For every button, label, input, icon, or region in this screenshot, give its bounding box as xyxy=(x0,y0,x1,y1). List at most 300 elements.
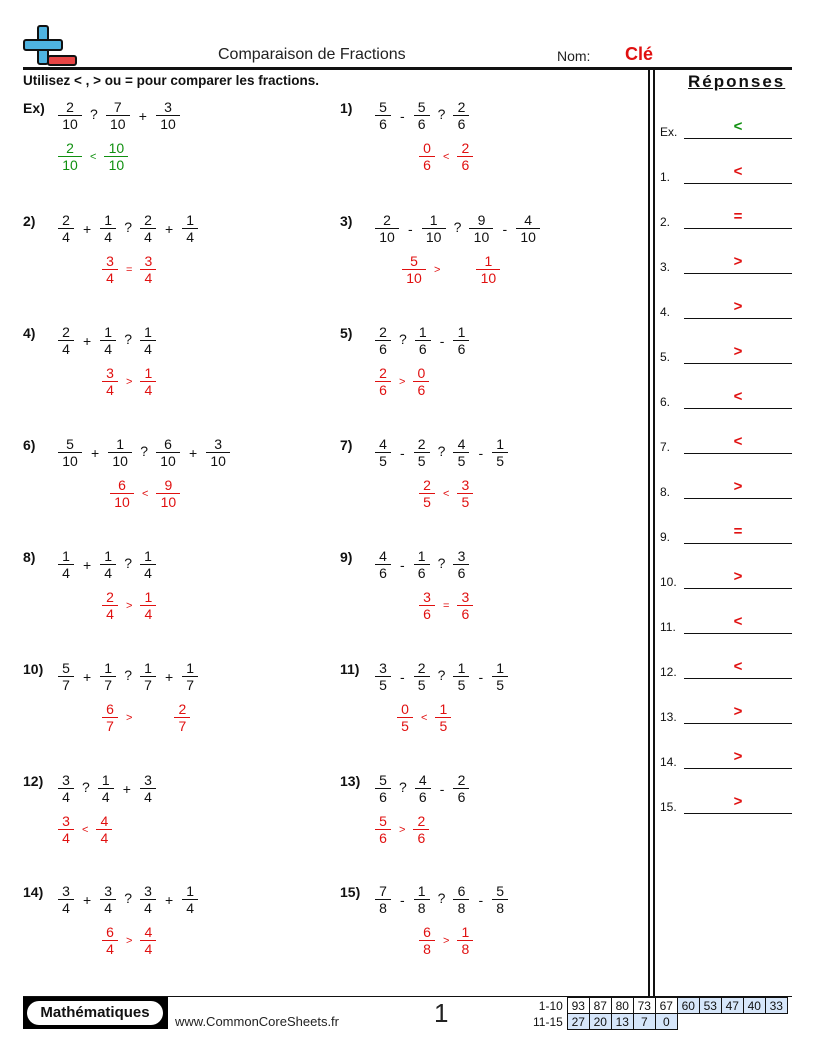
operator: - xyxy=(400,556,405,573)
answer-blank-line xyxy=(684,633,792,634)
numerator: 2 xyxy=(62,324,70,340)
denominator: 4 xyxy=(144,565,152,581)
comparison-symbol: > xyxy=(434,263,441,276)
score-cell: 20 xyxy=(589,1014,611,1030)
denominator: 4 xyxy=(144,789,152,805)
problem-4 xyxy=(23,325,323,405)
answer-blank-line xyxy=(684,273,792,274)
answer-blank-line xyxy=(684,768,792,769)
fraction xyxy=(138,253,158,286)
question-mark: ? xyxy=(399,330,407,347)
question-mark: ? xyxy=(124,889,132,906)
denominator: 4 xyxy=(104,341,113,357)
score-cell: 47 xyxy=(721,998,743,1014)
operator: - xyxy=(408,220,413,237)
numerator: 5 xyxy=(410,253,418,269)
numerator: 3 xyxy=(106,365,114,381)
denominator: 10 xyxy=(114,494,130,510)
operator: + xyxy=(164,668,174,685)
comparison-symbol: < xyxy=(421,711,428,724)
question-mark: ? xyxy=(453,218,462,235)
fraction xyxy=(451,324,471,357)
numerator: 2 xyxy=(144,212,152,228)
denominator: 8 xyxy=(423,941,431,957)
name-label: Nom: xyxy=(557,48,591,64)
numerator: 2 xyxy=(417,813,426,829)
fraction xyxy=(417,589,437,622)
fraction xyxy=(373,660,393,693)
fraction xyxy=(451,772,471,805)
answer-blank-line xyxy=(684,138,792,139)
answer-number: 8. xyxy=(660,485,671,499)
denominator: 6 xyxy=(418,341,427,357)
answer-blank-line xyxy=(684,723,792,724)
fraction xyxy=(106,436,134,469)
empty-cell xyxy=(721,1014,743,1030)
answer-number: 5. xyxy=(660,350,671,364)
denominator: 10 xyxy=(160,494,177,510)
site-url: www.CommonCoreSheets.fr xyxy=(175,1014,339,1029)
numerator: 5 xyxy=(379,99,387,115)
fraction xyxy=(138,924,158,957)
fraction xyxy=(417,140,437,173)
answer-value: < xyxy=(733,163,743,180)
answer-row xyxy=(660,569,792,589)
answer-row xyxy=(660,704,792,724)
solution xyxy=(100,701,192,734)
denominator: 4 xyxy=(62,229,70,245)
problem-2 xyxy=(23,213,323,293)
fraction xyxy=(104,99,132,132)
operator: - xyxy=(478,668,484,685)
score-table xyxy=(530,997,788,1030)
fraction xyxy=(172,701,192,734)
answer-row xyxy=(660,389,792,409)
problem-number: 3) xyxy=(340,213,353,229)
comparison-symbol: = xyxy=(126,263,133,276)
numerator: 3 xyxy=(423,589,431,605)
question-mark: ? xyxy=(437,105,446,122)
denominator: 6 xyxy=(379,830,387,846)
numerator: 1 xyxy=(186,212,195,228)
denominator: 6 xyxy=(379,789,387,805)
numerator: 2 xyxy=(461,140,470,156)
numerator: 9 xyxy=(164,477,173,493)
fraction xyxy=(204,436,232,469)
fraction xyxy=(412,660,432,693)
denominator: 4 xyxy=(104,229,113,245)
answer-value: > xyxy=(733,343,743,360)
fraction xyxy=(100,365,120,398)
answer-number: 6. xyxy=(660,395,671,409)
numerator: 0 xyxy=(423,140,431,156)
fraction xyxy=(412,436,432,469)
numerator: 1 xyxy=(186,660,195,676)
question-mark: ? xyxy=(399,778,407,795)
fraction xyxy=(154,436,182,469)
problem-expression xyxy=(373,660,510,693)
problem-expression xyxy=(373,212,542,245)
fraction xyxy=(138,212,158,245)
answer-number: 1. xyxy=(660,170,671,184)
answer-blank-line xyxy=(684,183,792,184)
operator: + xyxy=(83,220,92,237)
solution xyxy=(100,924,158,957)
fraction xyxy=(138,589,158,622)
problem-expression xyxy=(373,883,510,916)
denominator: 7 xyxy=(144,677,152,693)
page-number: 1 xyxy=(434,998,449,1028)
answer-value: < xyxy=(733,613,743,630)
answer-number: 9. xyxy=(660,530,671,544)
comparison-symbol: > xyxy=(399,823,406,836)
numerator: 1 xyxy=(457,660,466,676)
question-mark: ? xyxy=(140,442,148,459)
operator: + xyxy=(83,332,92,349)
score-range-label: 11-15 xyxy=(533,1014,563,1029)
numerator: 2 xyxy=(457,99,466,115)
fraction xyxy=(373,365,393,398)
fraction xyxy=(98,324,118,357)
operator: - xyxy=(400,668,405,685)
denominator: 10 xyxy=(379,229,395,245)
question-mark: ? xyxy=(124,554,132,571)
score-cell: 87 xyxy=(589,998,611,1014)
denominator: 10 xyxy=(112,453,128,469)
problem-1 xyxy=(340,100,640,180)
answer-blank-line xyxy=(684,363,792,364)
operator: - xyxy=(502,220,508,237)
denominator: 7 xyxy=(62,677,70,693)
fraction xyxy=(56,548,76,581)
question-mark: ? xyxy=(82,778,90,795)
answer-row xyxy=(660,794,792,814)
solution xyxy=(417,477,475,510)
answer-value: = xyxy=(733,208,743,225)
answer-row xyxy=(660,209,792,229)
fraction xyxy=(180,660,200,693)
score-cell: 73 xyxy=(633,998,655,1014)
numerator: 1 xyxy=(116,436,125,452)
fraction xyxy=(56,324,76,357)
denominator: 4 xyxy=(62,830,70,846)
empty-cell xyxy=(743,1014,765,1030)
score-cell: 60 xyxy=(677,998,699,1014)
numerator: 7 xyxy=(379,883,387,899)
empty-cell xyxy=(765,1014,787,1030)
solution xyxy=(100,365,158,398)
denominator: 6 xyxy=(417,382,426,398)
score-cell: 67 xyxy=(655,998,677,1014)
header-rule xyxy=(23,67,792,70)
score-cell: 0 xyxy=(655,1014,677,1030)
fraction xyxy=(413,324,433,357)
operator: - xyxy=(400,444,405,461)
denominator: 6 xyxy=(457,116,466,132)
denominator: 5 xyxy=(417,677,426,693)
numerator: 3 xyxy=(164,99,172,115)
fraction xyxy=(373,813,393,846)
numerator: 3 xyxy=(461,589,470,605)
denominator: 10 xyxy=(480,270,497,286)
answer-row xyxy=(660,434,792,454)
fraction xyxy=(455,924,475,957)
answer-row xyxy=(660,299,792,319)
denominator: 4 xyxy=(100,830,109,846)
denominator: 10 xyxy=(473,229,490,245)
denominator: 6 xyxy=(423,606,431,622)
problem-expression xyxy=(56,324,158,357)
fraction xyxy=(490,883,510,916)
problem-6 xyxy=(23,437,323,517)
answer-row xyxy=(660,164,792,184)
denominator: 5 xyxy=(379,453,387,469)
fraction xyxy=(412,548,432,581)
problem-expression xyxy=(56,212,200,245)
numerator: 2 xyxy=(457,772,466,788)
score-cell: 7 xyxy=(633,1014,655,1030)
answer-number: 7. xyxy=(660,440,671,454)
numerator: 1 xyxy=(104,212,113,228)
fraction xyxy=(467,212,495,245)
numerator: 5 xyxy=(379,813,387,829)
score-row xyxy=(530,998,787,1014)
numerator: 1 xyxy=(104,548,113,564)
problem-9 xyxy=(340,549,640,629)
denominator: 10 xyxy=(62,453,78,469)
problem-expression xyxy=(56,436,232,469)
denominator: 4 xyxy=(106,382,114,398)
numerator: 2 xyxy=(423,477,431,493)
fraction xyxy=(138,883,158,916)
numerator: 3 xyxy=(62,883,70,899)
operator: + xyxy=(164,891,174,908)
answer-number: 4. xyxy=(660,305,671,319)
operator: + xyxy=(122,780,131,797)
solution xyxy=(100,589,158,622)
denominator: 5 xyxy=(496,677,505,693)
numerator: 2 xyxy=(379,365,387,381)
fraction xyxy=(100,924,120,957)
fraction xyxy=(455,589,475,622)
operator: - xyxy=(400,107,405,124)
numerator: 3 xyxy=(144,772,152,788)
answer-blank-line xyxy=(684,588,792,589)
operator: + xyxy=(83,891,92,908)
denominator: 4 xyxy=(144,900,152,916)
denominator: 6 xyxy=(379,341,387,357)
fraction xyxy=(373,772,393,805)
comparison-symbol: < xyxy=(82,823,89,836)
answer-blank-line xyxy=(684,498,792,499)
problem-0 xyxy=(23,100,323,180)
answer-value: > xyxy=(733,568,743,585)
denominator: 10 xyxy=(520,229,536,245)
numerator: 2 xyxy=(178,701,187,717)
denominator: 6 xyxy=(417,116,426,132)
answer-number: Ex. xyxy=(660,125,678,139)
problem-number: 10) xyxy=(23,661,44,677)
operator: - xyxy=(478,891,484,908)
problem-15 xyxy=(340,884,640,964)
fraction xyxy=(98,548,118,581)
problem-13 xyxy=(340,773,640,853)
denominator: 4 xyxy=(144,382,153,398)
plus-minus-logo-icon xyxy=(23,25,79,69)
denominator: 8 xyxy=(461,941,470,957)
denominator: 4 xyxy=(62,341,70,357)
denominator: 5 xyxy=(457,453,466,469)
problem-expression xyxy=(373,548,471,581)
score-range-label: 1-10 xyxy=(538,998,563,1013)
fraction xyxy=(100,253,120,286)
solution xyxy=(56,813,114,846)
instructions: Utilisez < , > ou = pour comparer les fractions. xyxy=(23,73,319,88)
fraction xyxy=(514,212,542,245)
answer-blank-line xyxy=(684,813,792,814)
answer-number: 2. xyxy=(660,215,671,229)
denominator: 6 xyxy=(461,606,470,622)
solution xyxy=(373,365,431,398)
problem-number: 4) xyxy=(23,325,36,341)
numerator: 4 xyxy=(524,212,533,228)
numerator: 4 xyxy=(100,813,109,829)
fraction xyxy=(56,212,76,245)
numerator: 4 xyxy=(457,436,466,452)
comparison-symbol: < xyxy=(443,150,450,163)
numerator: 1 xyxy=(417,548,426,564)
numerator: 5 xyxy=(66,436,74,452)
fraction xyxy=(373,99,393,132)
answer-number: 3. xyxy=(660,260,671,274)
numerator: 1 xyxy=(62,548,70,564)
numerator: 1 xyxy=(457,324,466,340)
score-cell: 13 xyxy=(611,1014,633,1030)
numerator: 1 xyxy=(104,660,113,676)
denominator: 4 xyxy=(104,900,113,916)
fraction xyxy=(412,99,432,132)
fraction xyxy=(451,883,471,916)
numerator: 1 xyxy=(484,253,493,269)
numerator: 6 xyxy=(106,701,114,717)
score-cell: 33 xyxy=(765,998,787,1014)
numerator: 6 xyxy=(423,924,431,940)
score-cell: 27 xyxy=(567,1014,589,1030)
answer-blank-line xyxy=(684,408,792,409)
fraction xyxy=(451,99,471,132)
fraction xyxy=(417,924,437,957)
numerator: 3 xyxy=(144,883,152,899)
solution xyxy=(417,589,475,622)
denominator: 8 xyxy=(496,900,505,916)
answer-value: = xyxy=(733,523,743,540)
numerator: 1 xyxy=(186,883,195,899)
numerator: 6 xyxy=(118,477,126,493)
numerator: 3 xyxy=(62,813,70,829)
numerator: 3 xyxy=(144,253,153,269)
fraction xyxy=(417,477,437,510)
denominator: 8 xyxy=(417,900,426,916)
denominator: 8 xyxy=(457,900,466,916)
denominator: 10 xyxy=(62,157,78,173)
solution xyxy=(417,924,475,957)
denominator: 6 xyxy=(423,157,431,173)
question-mark: ? xyxy=(437,442,446,459)
fraction xyxy=(56,660,76,693)
fraction xyxy=(96,772,116,805)
problem-number: 11) xyxy=(340,661,360,677)
answer-value: > xyxy=(733,253,743,270)
numerator: 2 xyxy=(417,660,426,676)
operator: + xyxy=(91,444,100,461)
fraction xyxy=(490,660,510,693)
numerator: 7 xyxy=(113,99,122,115)
denominator: 4 xyxy=(62,789,70,805)
question-mark: ? xyxy=(90,105,98,122)
operator: - xyxy=(439,780,445,797)
numerator: 1 xyxy=(417,883,426,899)
comparison-symbol: > xyxy=(443,934,450,947)
problem-8 xyxy=(23,549,323,629)
denominator: 6 xyxy=(457,565,466,581)
problem-12 xyxy=(23,773,323,853)
answers-title: Réponses xyxy=(688,72,786,91)
numerator: 0 xyxy=(417,365,426,381)
answer-row xyxy=(660,119,792,139)
fraction xyxy=(411,813,431,846)
denominator: 4 xyxy=(144,341,152,357)
problem-number: 5) xyxy=(340,325,353,341)
comparison-symbol: < xyxy=(90,150,97,163)
denominator: 10 xyxy=(160,453,176,469)
comparison-symbol: > xyxy=(126,934,133,947)
operator: + xyxy=(138,107,147,124)
fraction xyxy=(98,660,118,693)
comparison-symbol: > xyxy=(126,375,133,388)
denominator: 7 xyxy=(186,677,195,693)
denominator: 4 xyxy=(144,270,153,286)
empty-cell xyxy=(677,1014,699,1030)
brand-badge xyxy=(23,997,168,1029)
fraction xyxy=(490,436,510,469)
fraction xyxy=(102,140,130,173)
problem-expression xyxy=(56,883,200,916)
numerator: 2 xyxy=(417,436,426,452)
answer-number: 13. xyxy=(660,710,677,724)
problem-number: 14) xyxy=(23,884,44,900)
denominator: 7 xyxy=(104,677,113,693)
denominator: 10 xyxy=(62,116,78,132)
operator: + xyxy=(83,556,92,573)
denominator: 6 xyxy=(379,116,387,132)
numerator: 6 xyxy=(164,436,172,452)
numerator: 1 xyxy=(144,660,152,676)
fraction xyxy=(154,99,182,132)
numerator: 1 xyxy=(104,324,113,340)
denominator: 5 xyxy=(461,494,470,510)
problem-number: 7) xyxy=(340,437,353,453)
numerator: 1 xyxy=(144,589,153,605)
fraction xyxy=(154,477,182,510)
problem-expression xyxy=(373,772,471,805)
denominator: 10 xyxy=(108,157,125,173)
operator: + xyxy=(83,668,92,685)
problem-expression xyxy=(56,772,158,805)
denominator: 6 xyxy=(379,382,387,398)
solution xyxy=(417,140,475,173)
answer-number: 11. xyxy=(660,620,676,634)
numerator: 3 xyxy=(62,772,70,788)
